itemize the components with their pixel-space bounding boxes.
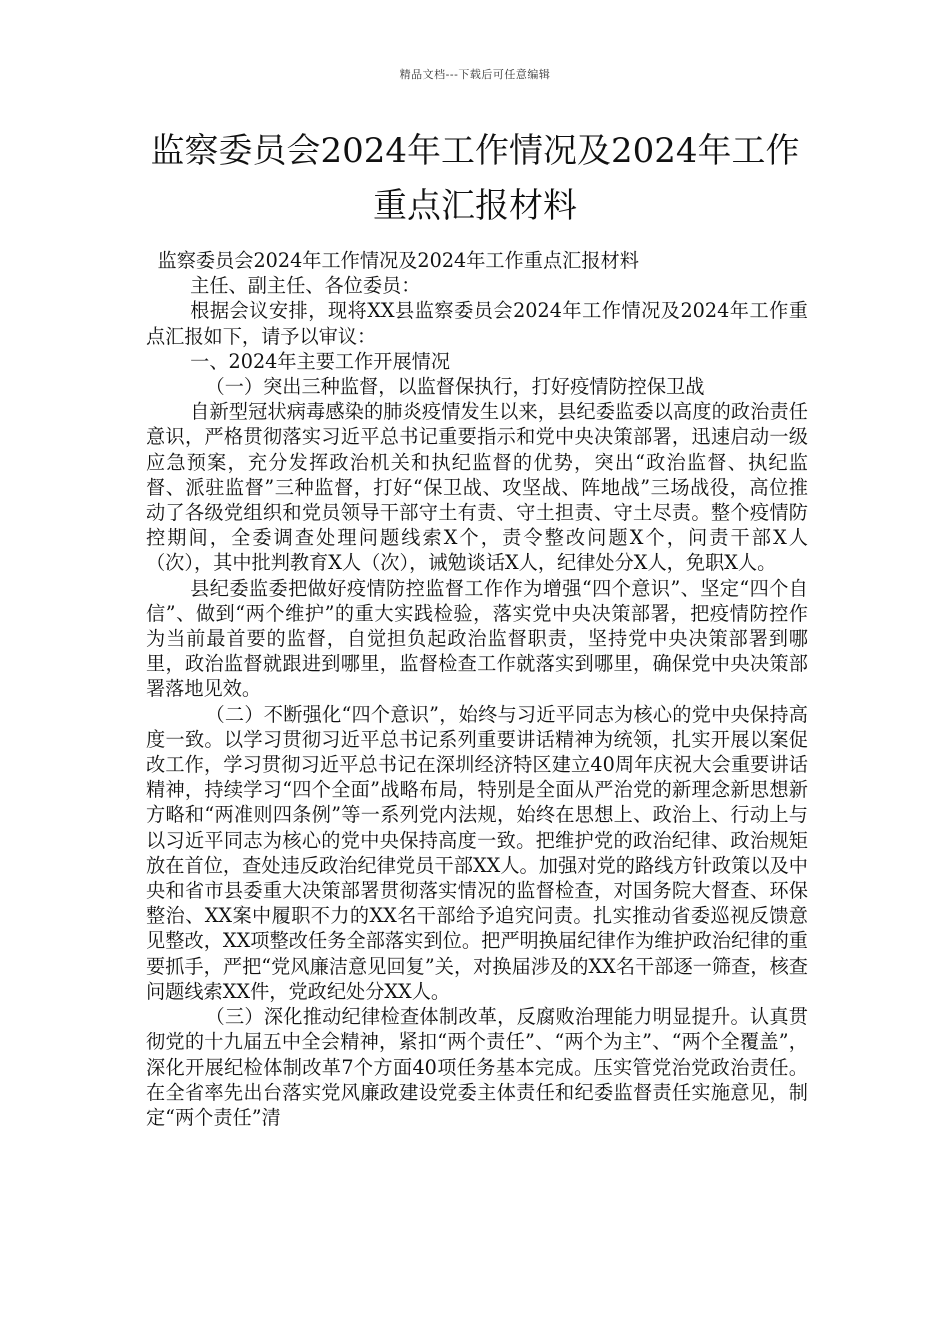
subsection-1-heading: （一）突出三种监督，以监督保执行，打好疫情防控保卫战 (205, 375, 705, 399)
subsection-1-paragraph-1: 自新型冠状病毒感染的肺炎疫情发生以来，县纪委监委以高度的政治责任意识，严格贯彻落实习近平总书记重要指示和党中央决策部署，迅速启动一级应急预案，充分发挥政治机关和执纪监督的优势，突出“政治监督、执纪监督、派驻监督”三种监督，打好“保卫战、攻坚战、阵地战”三场战役，高位推动了各级党组织和党员领导干部守土有责、守土担责、守土尽责。整个疫情防控期间，全委调查处理问题线索X个，责令整改问题X个，问责干部X人（次），其中批判教育X人（次），诫勉谈话X人，纪律处分X人，免职X人。 (146, 400, 808, 575)
subsection-1-paragraph-2: 县纪委监委把做好疫情防控监督工作作为增强“四个意识”、坚定“四个自信”、做到“两个维护”的重大实践检验，落实党中央决策部署，把疫情防控作为当前最首要的监督，自觉担负起政治监督职责，坚持党中央决策部署到哪里，政治监督就跟进到哪里，监督检查工作就落实到哪里，确保党中央决策部署落地见效。 (146, 576, 808, 701)
section-1-heading: 一、2024年主要工作开展情况 (190, 349, 451, 373)
subsection-2-paragraph: （二）不断强化“四个意识”，始终与习近平同志为核心的党中央保持高度一致。以学习贯彻习近平总书记系列重要讲话精神为统领，扎实开展以案促改工作，学习贯彻习近平总书记在深圳经济特区建立40周年庆祝大会重要讲话精神，持续学习“四个全面”战略布局，特别是全面从严治党的新理念新思想新方略和“两准则四条例”等一系列党内法规，始终在思想上、政治上、行动上与以习近平同志为核心的党中央保持高度一致。把维护党的政治纪律、政治规矩放在首位，查处违反政治纪律党员干部XX人。加强对党的路线方针政策以及中央和省市县委重大决策部署贯彻落实情况的监督检查，对国务院大督查、环保整治、XX案中履职不力的XX名干部给予追究问责。扎实推动省委巡视反馈意见整改，XX项整改任务全部落实到位。把严明换届纪律作为维护政治纪律的重要抓手，严把“党风廉洁意见回复”关，对换届涉及的XX名干部逐一筛查，核查问题线索XX件，党政纪处分XX人。 (146, 702, 808, 1003)
intro-paragraph: 根据会议安排，现将XX县监察委员会2024年工作情况及2024年工作重点汇报如下，请予以审议： (146, 299, 808, 348)
page-header-note: 精品文档---下载后可任意编辑 (399, 68, 551, 81)
salutation-paragraph: 主任、副主任、各位委员： (190, 274, 421, 298)
subsection-3-paragraph: （三）深化推动纪律检查体制改革，反腐败治理能力明显提升。认真贯彻党的十九届五中全会精神，紧扣“两个责任”、“两个为主”、“两个全覆盖”，深化开展纪检体制改革7个方面40项任务基本完成。压实管党治党政治责任。在全省率先出台落实党风廉政建设党委主体责任和纪委监督责任实施意见，制定“两个责任”清 (146, 1005, 808, 1129)
document-title-line-2: 重点汇报材料 (373, 186, 577, 226)
document-title-line-1: 监察委员会2024年工作情况及2024年工作 (150, 131, 800, 171)
subtitle-paragraph: 监察委员会2024年工作情况及2024年工作重点汇报材料 (157, 249, 639, 272)
document-body (146, 248, 808, 1130)
document-title (120, 124, 830, 234)
